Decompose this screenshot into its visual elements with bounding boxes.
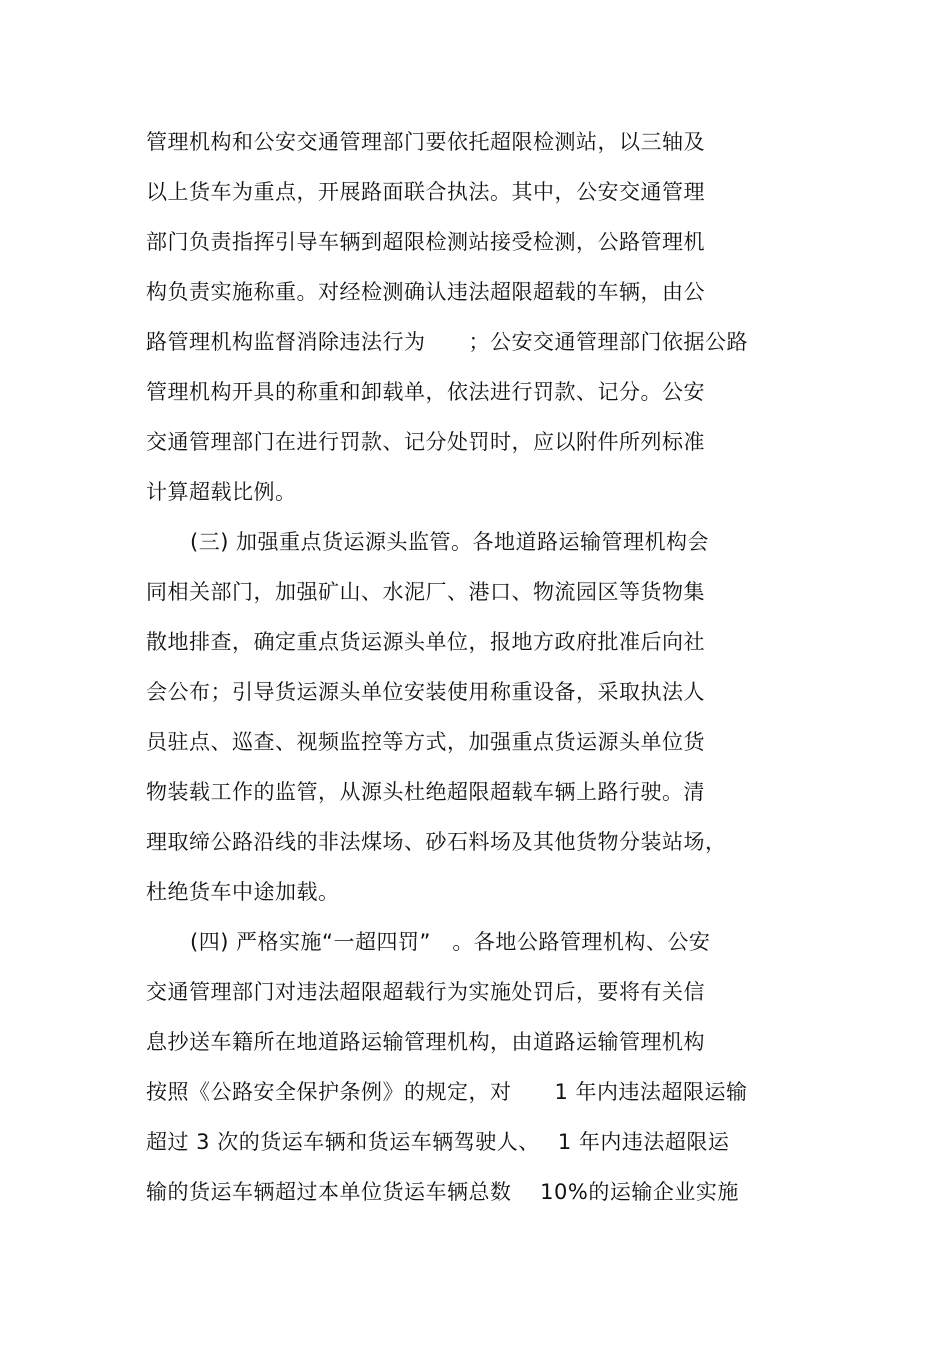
text-line: 计算超载比例。 <box>146 480 297 504</box>
text-line: 管理机构开具的称重和卸载单，依法进行罚款、记分。公安 <box>146 380 705 404</box>
text-line: 路管理机构监督消除违法行为 ；公安交通管理部门依据公路 <box>146 330 748 354</box>
text-line: 超过 3 次的货运车辆和货运车辆驾驶人、 1 年内违法超限运 <box>146 1130 730 1154</box>
text-line: 会公布；引导货运源头单位安装使用称重设备，采取执法人 <box>146 680 705 704</box>
text-line: 交通管理部门对违法超限超载行为实施处罚后，要将有关信 <box>146 980 705 1004</box>
text-line: 交通管理部门在进行罚款、记分处罚时，应以附件所列标准 <box>146 430 705 454</box>
text-line: 部门负责指挥引导车辆到超限检测站接受检测，公路管理机 <box>146 230 705 254</box>
text-line: 构负责实施称重。对经检测确认违法超限超载的车辆，由公 <box>146 280 705 304</box>
text-line: 息抄送车籍所在地道路运输管理机构，由道路运输管理机构 <box>146 1030 705 1054</box>
text-line: 输的货运车辆超过本单位货运车辆总数 10%的运输企业实施 <box>146 1180 739 1204</box>
section-heading-4: (四) 严格实施“一超四罚” 。各地公路管理机构、公安 <box>190 930 711 954</box>
text-line: 同相关部门，加强矿山、水泥厂、港口、物流园区等货物集 <box>146 580 705 604</box>
section-heading-3: (三) 加强重点货运源头监管。各地道路运输管理机构会 <box>190 530 710 554</box>
text-line: 按照《公路安全保护条例》的规定，对 1 年内违法超限运输 <box>146 1080 748 1104</box>
text-line: 员驻点、巡查、视频监控等方式，加强重点货运源头单位货 <box>146 730 705 754</box>
text-line: 管理机构和公安交通管理部门要依托超限检测站，以三轴及 <box>146 130 705 154</box>
text-line: 理取缔公路沿线的非法煤场、砂石料场及其他货物分装站场， <box>146 830 727 854</box>
text-line: 杜绝货车中途加载。 <box>146 880 340 904</box>
text-line: 物装载工作的监管，从源头杜绝超限超载车辆上路行驶。清 <box>146 780 705 804</box>
text-line: 以上货车为重点，开展路面联合执法。其中，公安交通管理 <box>146 180 705 204</box>
text-line: 散地排查，确定重点货运源头单位，报地方政府批准后向社 <box>146 630 705 654</box>
